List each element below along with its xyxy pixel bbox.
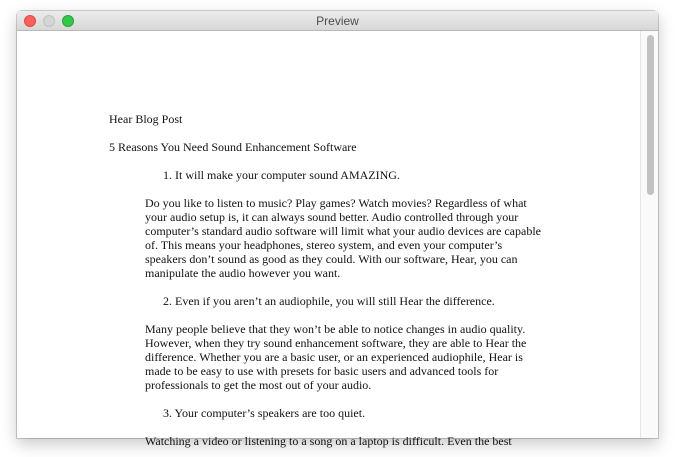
paragraph-line: Many people believe that they won’t be able to notice changes in audio quality. (145, 322, 526, 336)
paragraph-line: speakers don’t sound as good as they could. With our software, Hear, you can (145, 252, 518, 266)
paragraph-1 (145, 196, 545, 280)
paragraph-line: manipulate the audio however you want. (145, 266, 341, 280)
paragraph-line: difference. Whether you are a basic user, or an experienced audiophile, Hear is (145, 350, 523, 364)
document-heading: Hear Blog Post (109, 112, 183, 126)
paragraph-2 (145, 322, 545, 392)
window-title: Preview (316, 14, 359, 28)
document-subheading: 5 Reasons You Need Sound Enhancement Software (109, 140, 357, 154)
title-bar[interactable] (17, 11, 658, 31)
paragraph-line: Do you like to listen to music? Play games? Watch movies? Regardless of what (145, 196, 527, 210)
paragraph-3 (145, 434, 545, 448)
paragraph-line: your audio setup is, it can always sound better. Audio controlled through your (145, 210, 519, 224)
list-item-2: 2. Even if you aren’t an audiophile, you will still Hear the difference. (163, 294, 495, 308)
paragraph-line: made to be easy to use with presets for basic users and advanced tools for (145, 364, 499, 378)
paragraph-line: computer’s standard audio software will limit what your audio devices are capable (145, 224, 541, 238)
paragraph-line: of. This means your headphones, stereo system, and even your computer’s (145, 238, 503, 252)
paragraph-line: professionals to get the most out of your audio. (145, 378, 372, 392)
preview-window (17, 11, 658, 448)
document-page (17, 31, 640, 448)
list-item-3: 3. Your computer’s speakers are too quiet. (163, 406, 366, 420)
scrollbar-thumb[interactable] (647, 35, 654, 195)
list-item-1: 1. It will make your computer sound AMAZING. (163, 168, 400, 182)
paragraph-line: Watching a video or listening to a song on a laptop is difficult. Even the best (145, 434, 512, 448)
vertical-scrollbar[interactable] (640, 31, 658, 438)
paragraph-line: However, when they try sound enhancement software, they are able to Hear the (145, 336, 527, 350)
